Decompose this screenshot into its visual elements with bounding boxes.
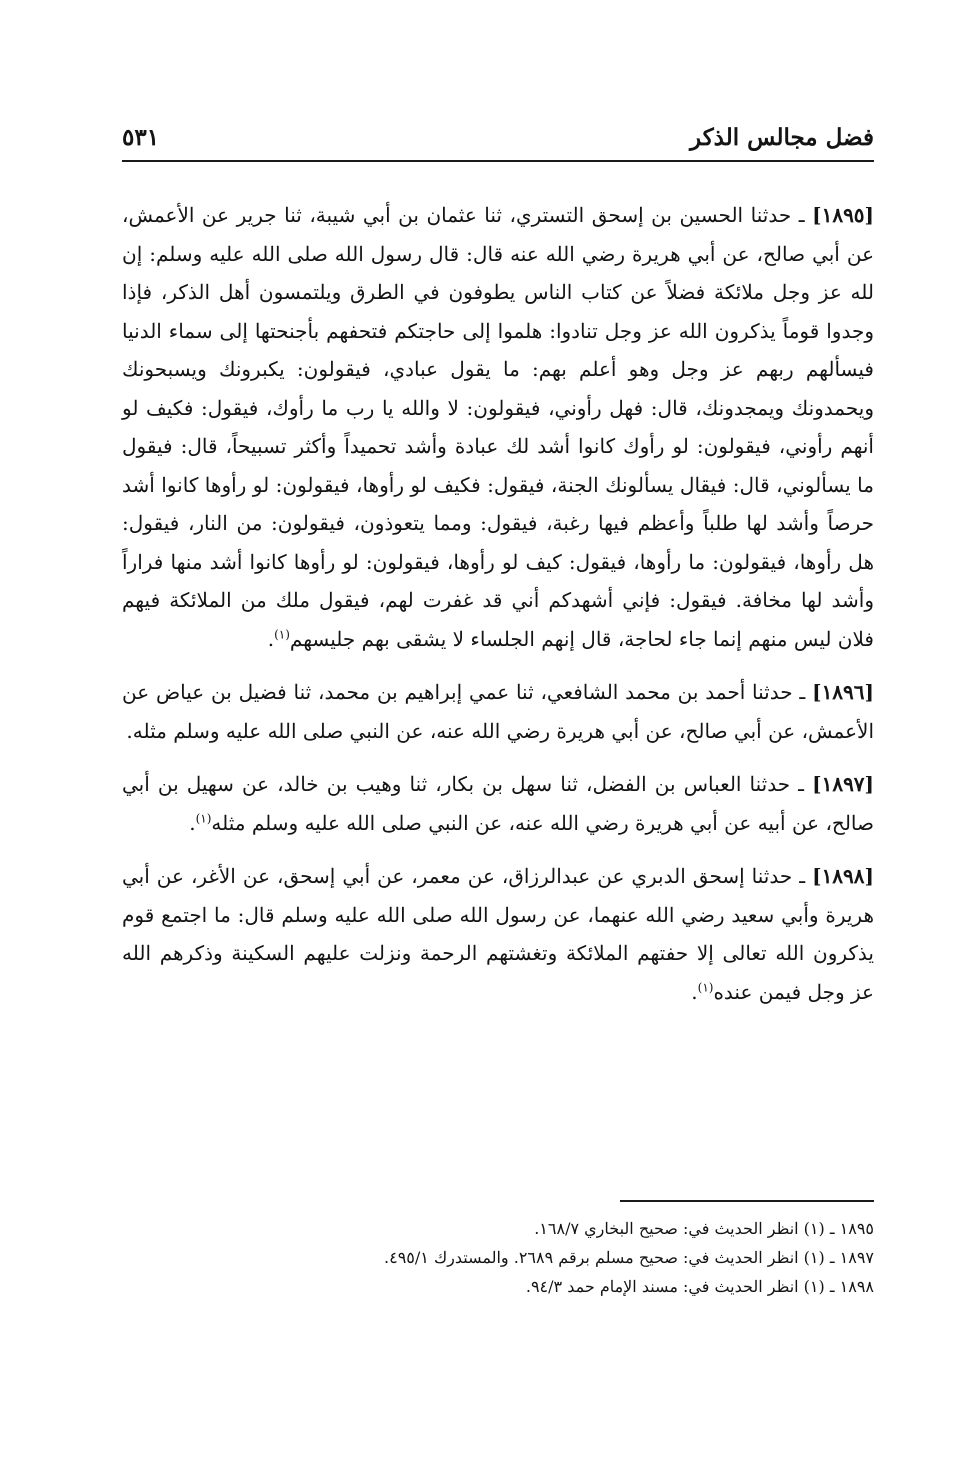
running-header [122,122,874,162]
footnotes [122,1214,874,1301]
hadith-paragraph [122,765,874,842]
page-number: ٥٣١ [122,124,160,151]
main-text [122,196,874,1026]
hadith-end: . [691,979,698,1004]
footnote-separator [620,1200,874,1202]
hadith-number: [١٨٩٦] [812,680,874,704]
footnote-line: ١٨٩٨ ـ (١) انظر الحديث في: مسند الإمام حمد ٩٤/٣. [525,1277,874,1296]
footnote-line: ١٨٩٧ ـ (١) انظر الحديث في: صحيح مسلم برقم ٢٦٨٩. والمستدرك ٤٩٥/١. [384,1248,874,1267]
hadith-number: [١٨٩٧] [812,772,875,796]
footnote-marker: (١) [274,626,290,641]
chapter-title: فضل مجالس الذكر [690,124,874,151]
footnote-marker: (١) [195,810,212,825]
hadith-paragraph [122,196,874,658]
hadith-text: ـ حدثنا العباس بن الفضل، ثنا سهل بن بكار، ثنا وهيب بن خالد، عن سهيل بن أبي صالح، عن أبيه عن أبي هريرة رضي الله عنه، عن النبي صلى الله عليه وسلم مثله [122,772,874,835]
hadith-end: . [189,810,196,835]
hadith-number: [١٨٩٥] [812,203,875,227]
hadith-end: . [267,626,275,651]
hadith-text: ـ حدثنا الحسين بن إسحق التستري، ثنا عثمان بن أبي شيبة، ثنا جرير عن الأعمش، عن أبي صالح، عن أبي هريرة رضي الله عنه قال: قال رسول الله صلى الله عليه وسلم: إن لله عز وجل ملائكة فضلاً عن كتاب الناس يطوفون في الطرق ويلتمسون أهل الذكر، فإذا وجدوا قوماً يذكرون الله عز وجل تنادوا: هلموا إلى حاجتكم فتحفهم بأجنحتها إلى سماء الدنيا فيسألهم ربهم عز وجل وهو أعلم بهم: ما يقول عبادي، فيقولون: يكبرونك ويسبحونك ويحمدونك ويمجدونك، قال: فهل رأوني، فيقولون: لا والله يا رب ما رأوك، فيقول: فكيف لو أنهم رأوني، فيقولون: لو رأوك كانوا أشد لك عبادة وأشد تحميداً وأكثر تسبيحاً، قال: فيقول ما يسألوني، قال: فيقال يسألونك الجنة، فيقول: فكيف لو رأوها، فيقولون: لو رأوها كانوا أشد حرصاً وأشد لها طلباً وأعظم فيها رغبة، فيقول: ومما يتعوذون، فيقولون: من النار، فيقول: هل رأوها، فيقولون: ما رأوها، فيقول: كيف لو رأوها، فيقولون: لو رأوها كانوا أشد منها فراراً وأشد لها مخافة. فيقول: فإني أشهدكم أني قد غفرت لهم، فيقول ملك من الملائكة فيهم فلان ليس منهم إنما جاء لحاجة، قال إنهم الجلساء لا يشقى بهم جليسهم [122,203,874,651]
footnote-marker: (١) [697,979,714,994]
hadith-text: ـ حدثنا أحمد بن محمد الشافعي، ثنا عمي إبراهيم بن محمد، ثنا فضيل بن عياض عن الأعمش، عن أبي صالح، عن أبي هريرة رضي الله عنه، عن النبي صلى الله عليه وسلم مثله. [122,680,874,743]
hadith-paragraph [122,857,874,1011]
hadith-text: ـ حدثنا إسحق الدبري عن عبدالرزاق، عن معمر، عن أبي إسحق، عن الأغر، عن أبي هريرة وأبي سعيد رضي الله عنهما، عن رسول الله صلى الله عليه وسلم قال: ما اجتمع قوم يذكرون الله تعالى إلا حفتهم الملائكة وتغشتهم الرحمة ونزلت عليهم السكينة وذكرهم الله عز وجل فيمن عنده [122,864,874,1004]
hadith-number: [١٨٩٨] [812,864,874,888]
footnote-line: ١٨٩٥ ـ (١) انظر الحديث في: صحيح البخاري ١٦٨/٧. [534,1219,874,1238]
hadith-paragraph [122,673,874,750]
